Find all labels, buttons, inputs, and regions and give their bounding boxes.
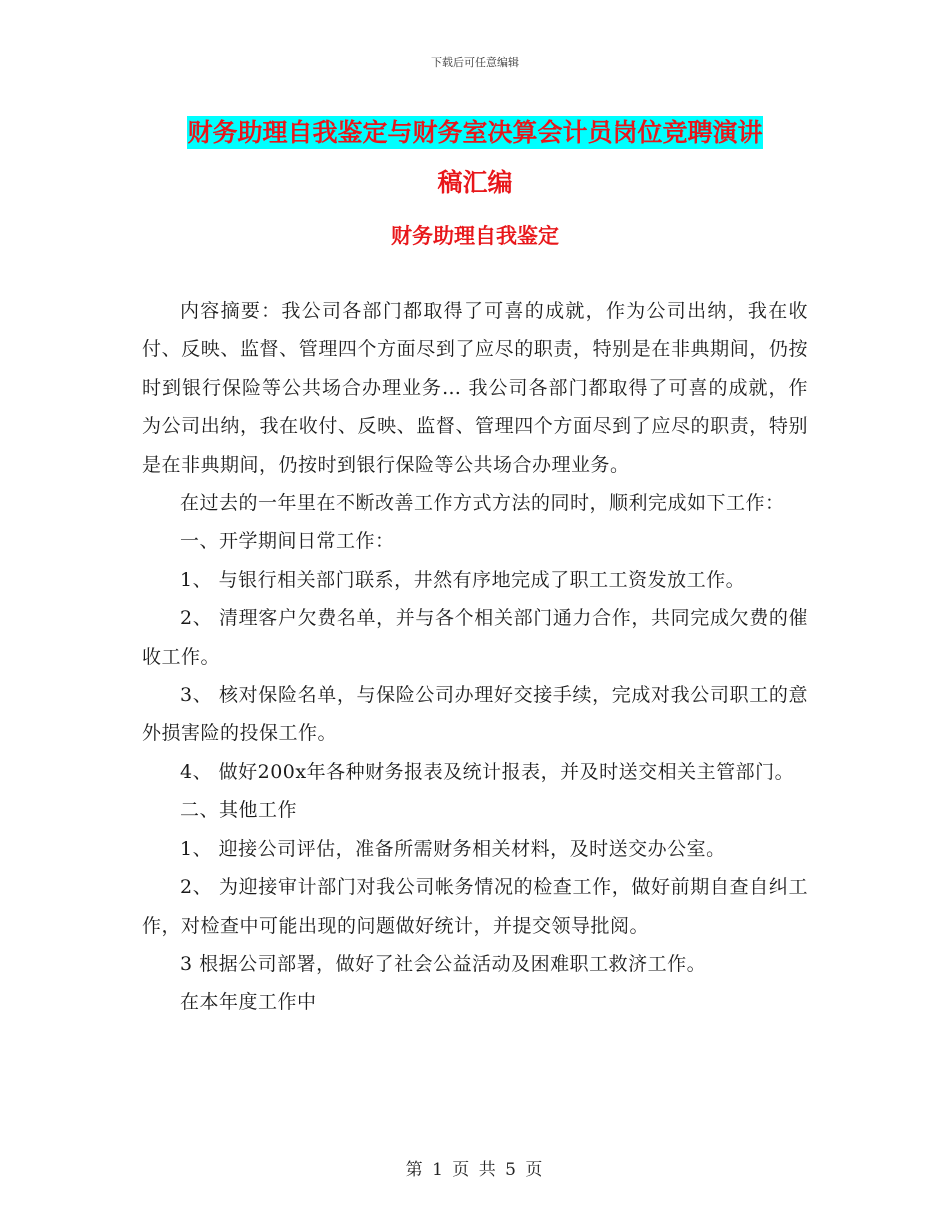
list-item: 1、 迎接公司评估，准备所需财务相关材料，及时送交办公室。 [180, 837, 726, 860]
paragraph-summary: 内容摘要：我公司各部门都取得了可喜的成就，作为公司出纳，我在收付、反映、监督、管理四个方面尽到了应尽的职责，特别是在非典期间，仍按时到银行保险等公共场合办理业务… 我公司各部门都取得了可喜的成就，作为公司出纳，我在收付、反映、监督、管理四个方面尽到了应尽的职责，特别是在非典期间，仍按时到银行保险等公共场合办理业务。 [142, 300, 808, 476]
list-item: 3 根据公司部署，做好了社会公益活动及困难职工救济工作。 [180, 952, 707, 975]
page-footer: 第 1 页 共 5 页 [405, 1160, 545, 1180]
paragraph-intro: 在过去的一年里在不断改善工作方式方法的同时，顺利完成如下工作： [180, 492, 785, 515]
paragraph-closing: 在本年度工作中 [180, 991, 317, 1014]
title-line-1: 财务助理自我鉴定与财务室决算会计员岗位竞聘演讲 [187, 118, 763, 147]
list-item: 1、 与银行相关部门联系，井然有序地完成了职工工资发放工作。 [180, 568, 746, 591]
document-body [142, 292, 808, 1022]
header-note: 下载后可任意编辑 [431, 56, 519, 69]
list-item: 2、 清理客户欠费名单，并与各个相关部门通力合作，共同完成欠费的催收工作。 [142, 607, 808, 668]
heading-part-one: 一、开学期间日常工作： [180, 530, 395, 553]
list-item: 4、 做好200x年各种财务报表及统计报表，并及时送交相关主管部门。 [180, 760, 795, 783]
heading-part-two: 二、其他工作 [180, 799, 298, 822]
section-title: 财务助理自我鉴定 [391, 224, 559, 248]
list-item: 3、 核对保险名单，与保险公司办理好交接手续，完成对我公司职工的意外损害险的投保工作。 [142, 684, 808, 745]
document-title [140, 108, 810, 208]
list-item: 2、 为迎接审计部门对我公司帐务情况的检查工作，做好前期自查自纠工作，对检查中可能出现的问题做好统计，并提交领导批阅。 [142, 876, 808, 937]
title-line-2: 稿汇编 [437, 168, 513, 197]
